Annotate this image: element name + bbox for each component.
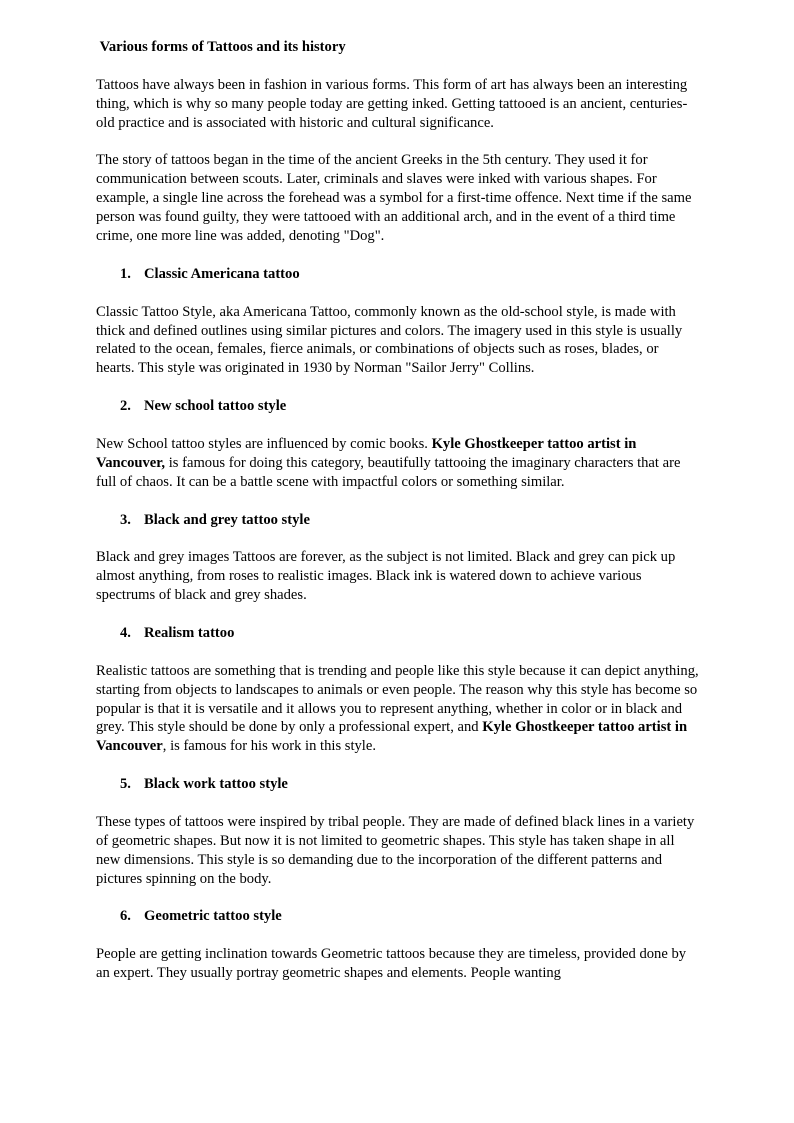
- section-heading-classic-americana: [96, 265, 700, 284]
- section-title: Classic Americana tattoo: [144, 265, 300, 282]
- section-heading-geometric: [96, 907, 700, 926]
- section-number: 3.: [120, 511, 131, 528]
- body-text: is famous for doing this category, beautifully tattooing the imaginary characters that are full of chaos. It can be a battle scene with impactful colors or something similar.: [96, 454, 681, 490]
- section-number: 2.: [120, 398, 131, 415]
- section-title: Geometric tattoo style: [144, 908, 282, 925]
- section-body-black-work: These types of tattoos were inspired by tribal people. They are made of defined black lines in a variety of geometric shapes. But now it is not limited to geometric shapes. This style has taken shape in all new dimensions. This style is so demanding due to the incorporation of the different patterns and pictures spinning on the body.: [96, 813, 695, 887]
- section-body-realism: [96, 662, 700, 757]
- section-number: 4.: [120, 624, 131, 641]
- intro-paragraph-1: Tattoos have always been in fashion in various forms. This form of art has always been an interesting thing, which is why so many people today are getting inked. Getting tattooed is an ancient, centuries-old practice and is associated with historic and cultural significance.: [96, 76, 688, 131]
- section-body-classic-americana: Classic Tattoo Style, aka Americana Tattoo, commonly known as the old-school style, is made with thick and defined outlines using similar pictures and colors. The imagery used in this style is usually related to the ocean, females, fierce animals, or combinations of objects such as roses, blades, or hearts. This style was originated in 1930 by Norman "Sailor Jerry" Collins.: [96, 303, 683, 377]
- body-text: New School tattoo styles are influenced by comic books.: [96, 435, 432, 452]
- section-number: 6.: [120, 908, 131, 925]
- body-text: , is famous for his work in this style.: [162, 738, 376, 755]
- section-body-black-and-grey: Black and grey images Tattoos are forever, as the subject is not limited. Black and grey can pick up almost anything, from roses to realistic images. Black ink is watered down to achieve various spectrums of black and grey shades.: [96, 549, 676, 604]
- artist-name-bold: Kyle Ghostkeeper tattoo artist in Vancouver: [96, 719, 688, 755]
- body-text: Realistic tattoos are something that is trending and people like this style because it can depict anything, starting from objects to landscapes to animals or even people. The reason why this style has become so popular is that it is versatile and it allows you to represent anything, whether in color or in black and grey. This style should be done by only a professional expert, and: [96, 662, 699, 736]
- section-title: New school tattoo style: [144, 398, 287, 415]
- document-title: Various forms of Tattoos and its history: [99, 39, 346, 55]
- section-body-geometric: People are getting inclination towards Geometric tattoos because they are timeless, provided done by an expert. They usually portray geometric shapes and elements. People wanting: [96, 946, 687, 982]
- section-heading-realism: [96, 624, 700, 643]
- section-title: Black work tattoo style: [144, 776, 288, 793]
- section-title: Realism tattoo: [144, 624, 235, 641]
- section-heading-black-work: [96, 775, 700, 794]
- section-heading-black-and-grey: [96, 511, 700, 530]
- section-number: 5.: [120, 776, 131, 793]
- section-title: Black and grey tattoo style: [144, 511, 310, 528]
- intro-paragraph-2: The story of tattoos began in the time of the ancient Greeks in the 5th century. They used it for communication between scouts. Later, criminals and slaves were inked with various shapes. For example, a single line across the forehead was a symbol for a first-time offence. Next time if the same person was found guilty, they were tattooed with an additional arch, and in the event of a third time crime, one more line was added, denoting "Dog".: [96, 152, 692, 245]
- document-body: [96, 38, 700, 1002]
- artist-name-bold: Kyle Ghostkeeper tattoo artist in Vancouver,: [96, 435, 637, 471]
- section-number: 1.: [120, 265, 131, 282]
- section-heading-new-school: [96, 397, 700, 416]
- section-body-new-school: [96, 435, 700, 492]
